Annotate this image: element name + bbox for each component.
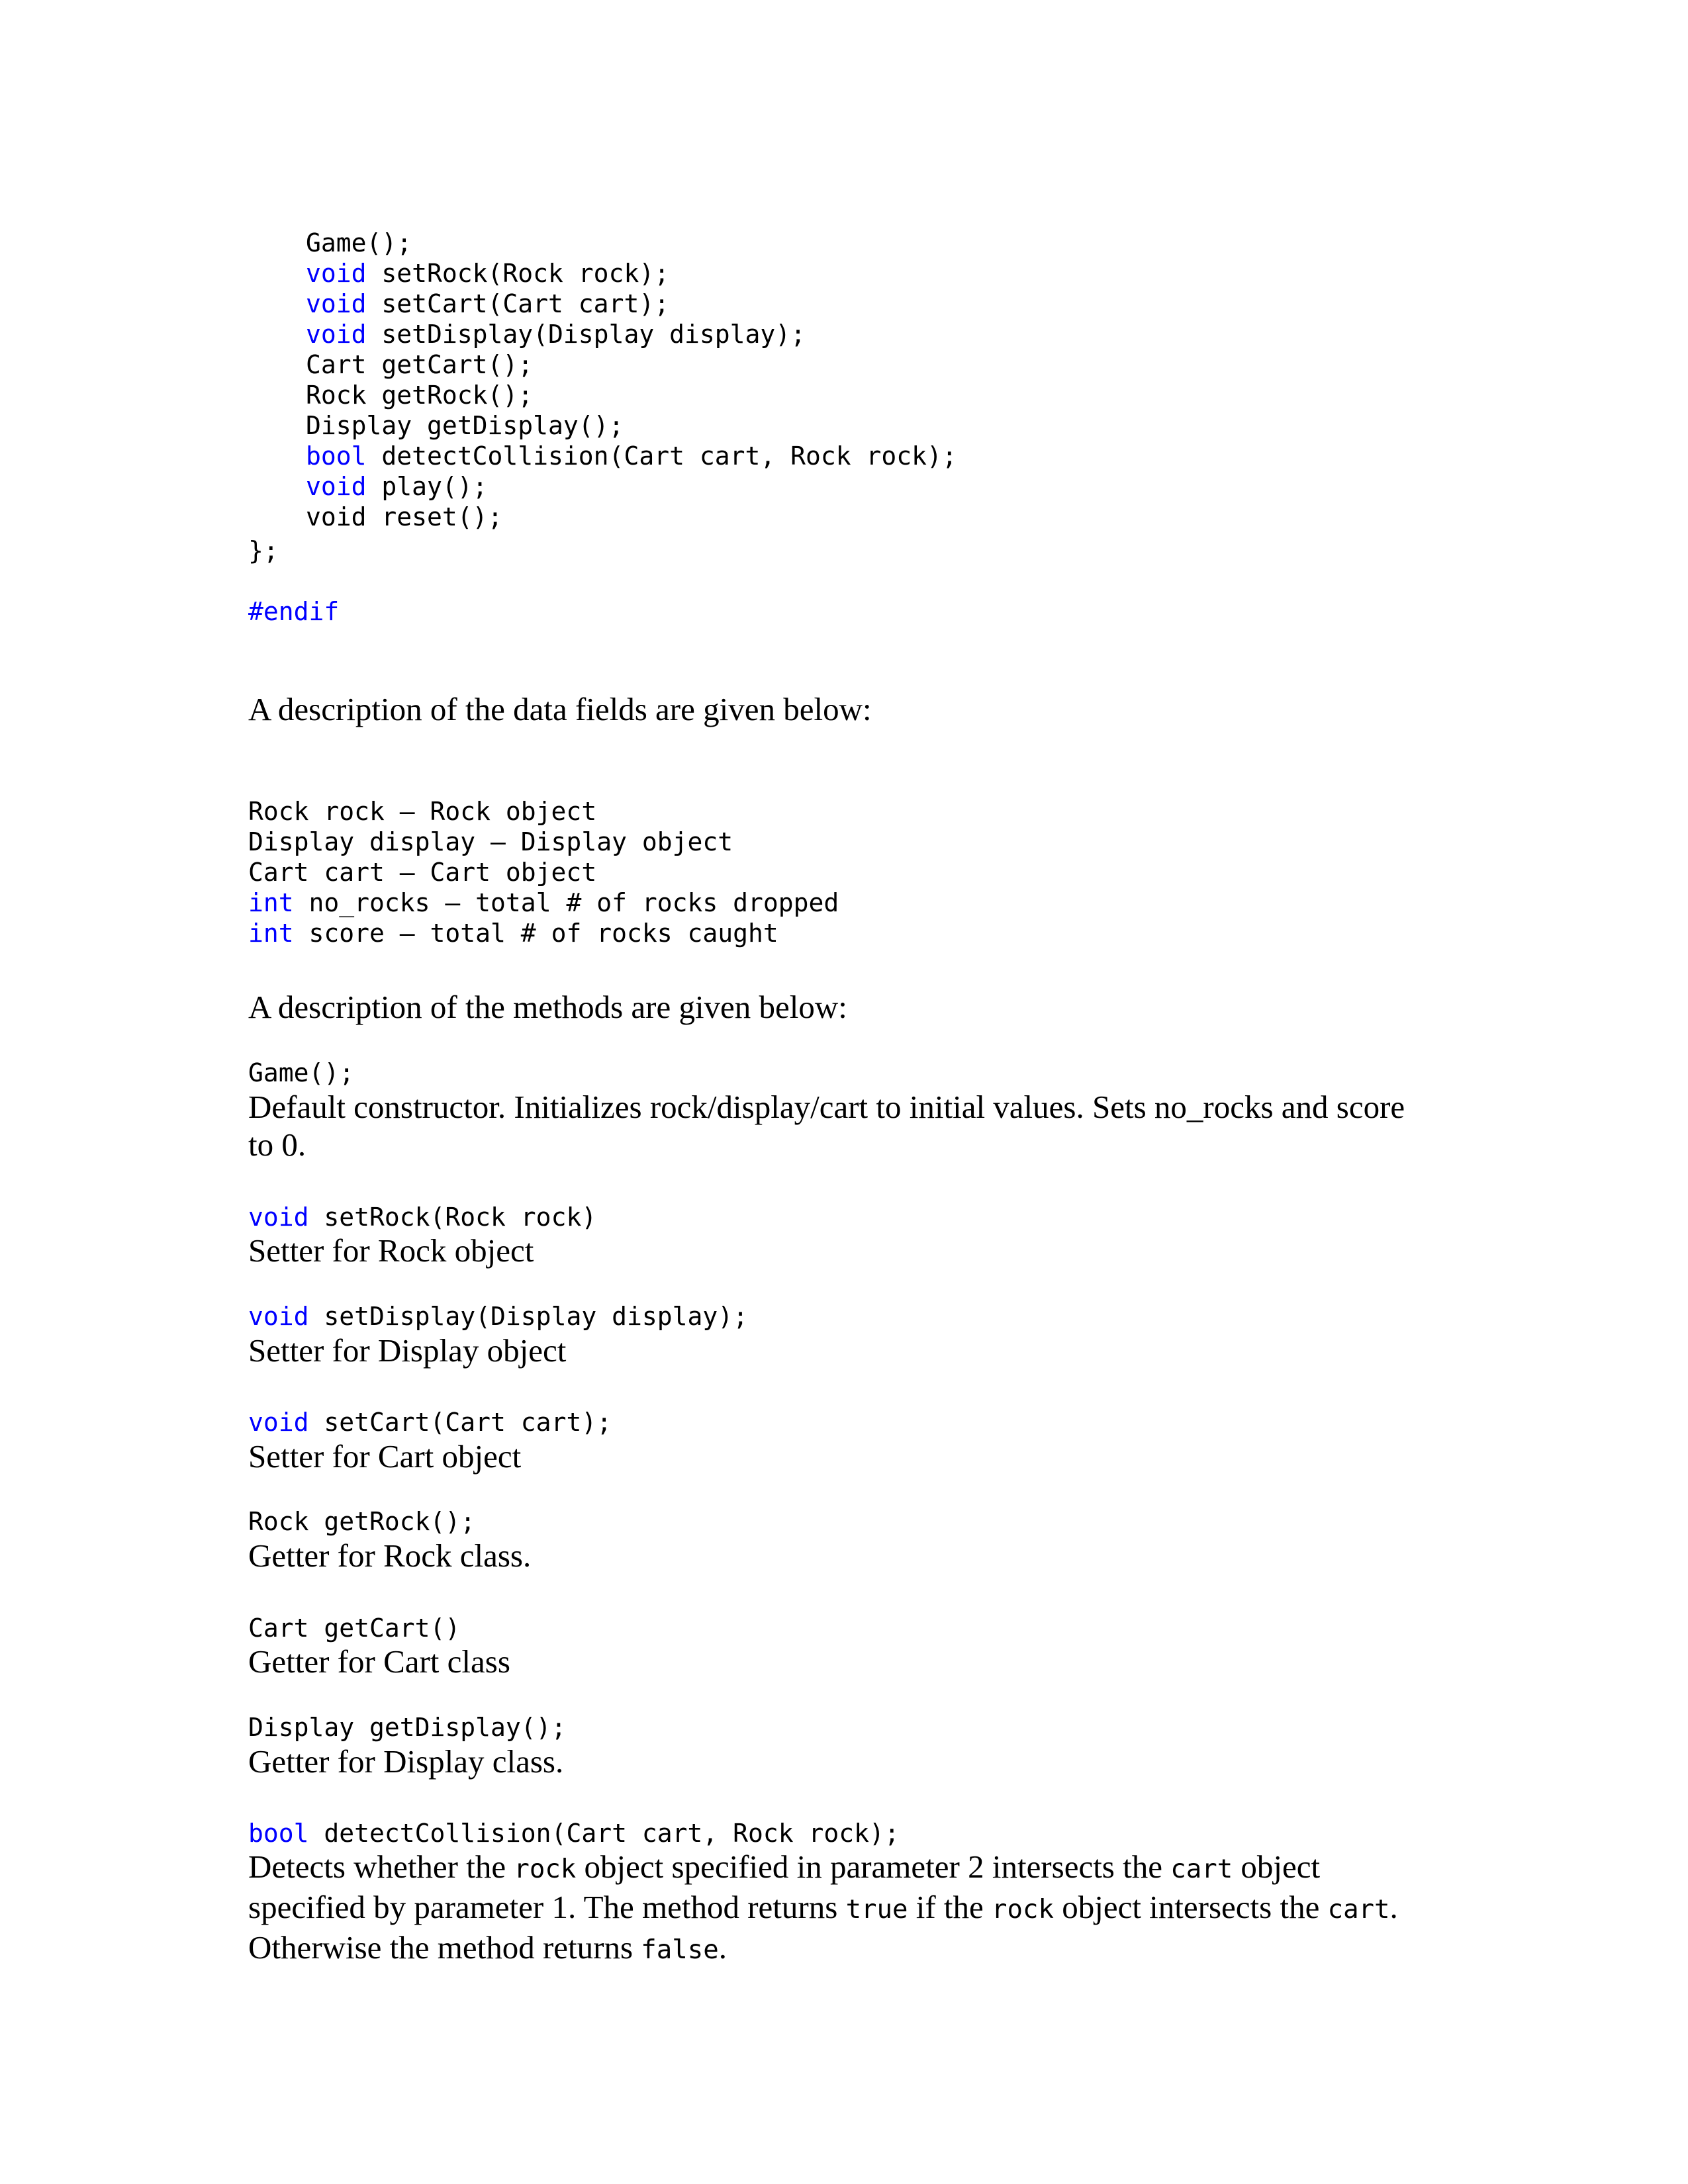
- field-line: int no_rocks – total # of rocks dropped: [248, 888, 839, 917]
- fields-list: [248, 766, 839, 948]
- method-description: Getter for Cart class: [248, 1643, 510, 1680]
- code-line: Cart getCart();: [306, 350, 534, 379]
- code-line: Rock getRock();: [306, 381, 534, 410]
- collision-line-2: specified by parameter 1. The method returns true if the rock object intersects the cart.: [248, 1889, 1398, 1925]
- code-line: void reset();: [306, 502, 503, 531]
- field-line: Cart cart – Cart object: [248, 858, 597, 887]
- method-description: Setter for Cart object: [248, 1438, 522, 1475]
- method-signature-setcart: void setCart(Cart cart);: [248, 1408, 612, 1437]
- collision-description: [248, 1848, 1506, 1969]
- code-line: void setDisplay(Display display);: [306, 320, 806, 349]
- fields-heading: A description of the data fields are given below:: [248, 691, 872, 727]
- method-description: Getter for Rock class.: [248, 1537, 532, 1574]
- method-signature-setdisplay: void setDisplay(Display display);: [248, 1302, 748, 1331]
- field-line: Display display – Display object: [248, 827, 733, 856]
- method-signature-getcart: Cart getCart(): [248, 1614, 461, 1643]
- code-line: Display getDisplay();: [306, 411, 624, 440]
- collision-line-3: Otherwise the method returns false.: [248, 1929, 727, 1966]
- field-line: int score – total # of rocks caught: [248, 919, 778, 948]
- code-line: Game();: [306, 228, 412, 257]
- method-description: Setter for Display object: [248, 1332, 567, 1369]
- class-close-brace: };: [248, 536, 279, 565]
- method-signature-detectcollision: bool detectCollision(Cart cart, Rock rock);: [248, 1819, 900, 1848]
- endif-directive: #endif: [248, 597, 340, 626]
- method-description: Getter for Display class.: [248, 1743, 564, 1780]
- method-description: Default constructor. Initializes rock/display/cart to initial values. Sets no_rocks and score to 0.: [248, 1089, 1405, 1163]
- method-signature-setrock: void setRock(Rock rock): [248, 1203, 597, 1232]
- methods-heading: A description of the methods are given below:: [248, 989, 847, 1025]
- code-line: void setCart(Cart cart);: [306, 289, 670, 318]
- code-line: void setRock(Rock rock);: [306, 259, 670, 288]
- class-body-code: [306, 197, 957, 532]
- method-description: Setter for Rock object: [248, 1232, 534, 1269]
- collision-line-1: Detects whether the rock object specified in parameter 2 intersects the cart object: [248, 1848, 1321, 1885]
- method-signature-constructor: Game();: [248, 1058, 355, 1087]
- code-line: void play();: [306, 472, 488, 501]
- code-line: bool detectCollision(Cart cart, Rock rock);: [306, 441, 957, 471]
- method-signature-getrock: Rock getRock();: [248, 1507, 476, 1536]
- method-signature-getdisplay: Display getDisplay();: [248, 1713, 567, 1742]
- field-line: Rock rock – Rock object: [248, 797, 597, 826]
